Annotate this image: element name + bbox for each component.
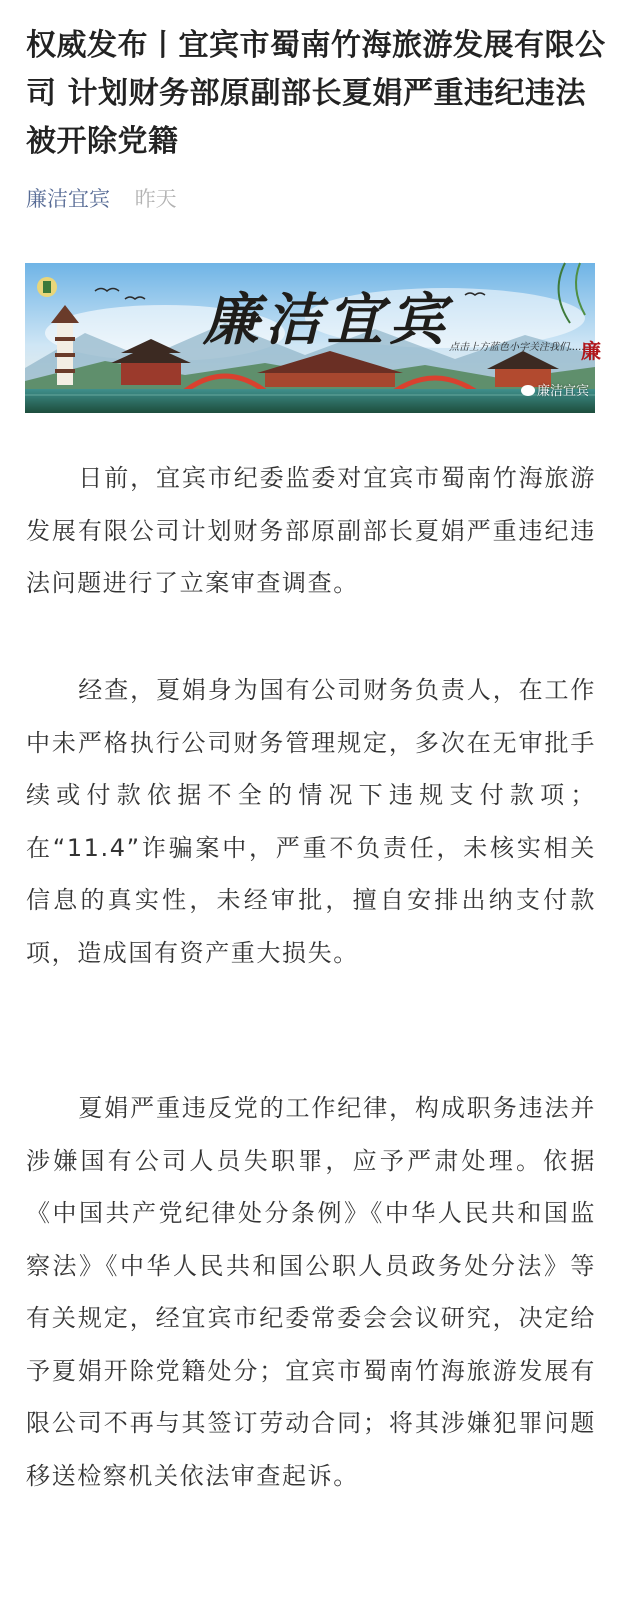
banner-watermark-text: 廉洁宜宾 (537, 384, 590, 399)
banner-image (25, 263, 601, 413)
wechat-icon (521, 385, 535, 396)
article-title: 权威发布丨宜宾市蜀南竹海旅游发展有限公司 计划财务部原副部长夏娟严重违纪违法被开除党籍 (26, 28, 606, 159)
article-paragraph-1: 日前，宜宾市纪委监委对宜宾市蜀南竹海旅游发展有限公司计划财务部原副部长夏娟严重违纪违法问题进行了立案审查调查。 (26, 464, 596, 597)
publish-time: 昨天 (134, 187, 177, 211)
banner-tagline: 点击上方蓝色小字关注我们...... (449, 342, 589, 353)
banner-seal: 廉 (581, 339, 601, 363)
article-meta (26, 184, 177, 214)
banner-calligraphy: 廉洁宜宾 (203, 287, 451, 353)
article-paragraph-3: 夏娟严重违反党的工作纪律，构成职务违法并涉嫌国有公司人员失职罪，应予严肃处理。依据《中国共产党纪律处分条例》《中华人民共和国监察法》《中华人民共和国公职人员政务处分法》等有关规定，经宜宾市纪委常委会会议研究，决定给予夏娟开除党籍处分；宜宾市蜀南竹海旅游发展有限公司不再与其签订劳动合同；将其涉嫌犯罪问题移送检察机关依法审查起诉。 (26, 1094, 596, 1490)
banner-watermark (521, 380, 589, 399)
article-paragraph-2: 经查，夏娟身为国有公司财务负责人，在工作中未严格执行公司财务管理规定，多次在无审批手续或付款依据不全的情况下违规支付款项；在“11.4”诈骗案中，严重不负责任，未核实相关信息的真实性，未经审批，擅自安排出纳支付款项，造成国有资产重大损失。 (26, 676, 596, 967)
account-name-link[interactable]: 廉洁宜宾 (26, 187, 110, 211)
